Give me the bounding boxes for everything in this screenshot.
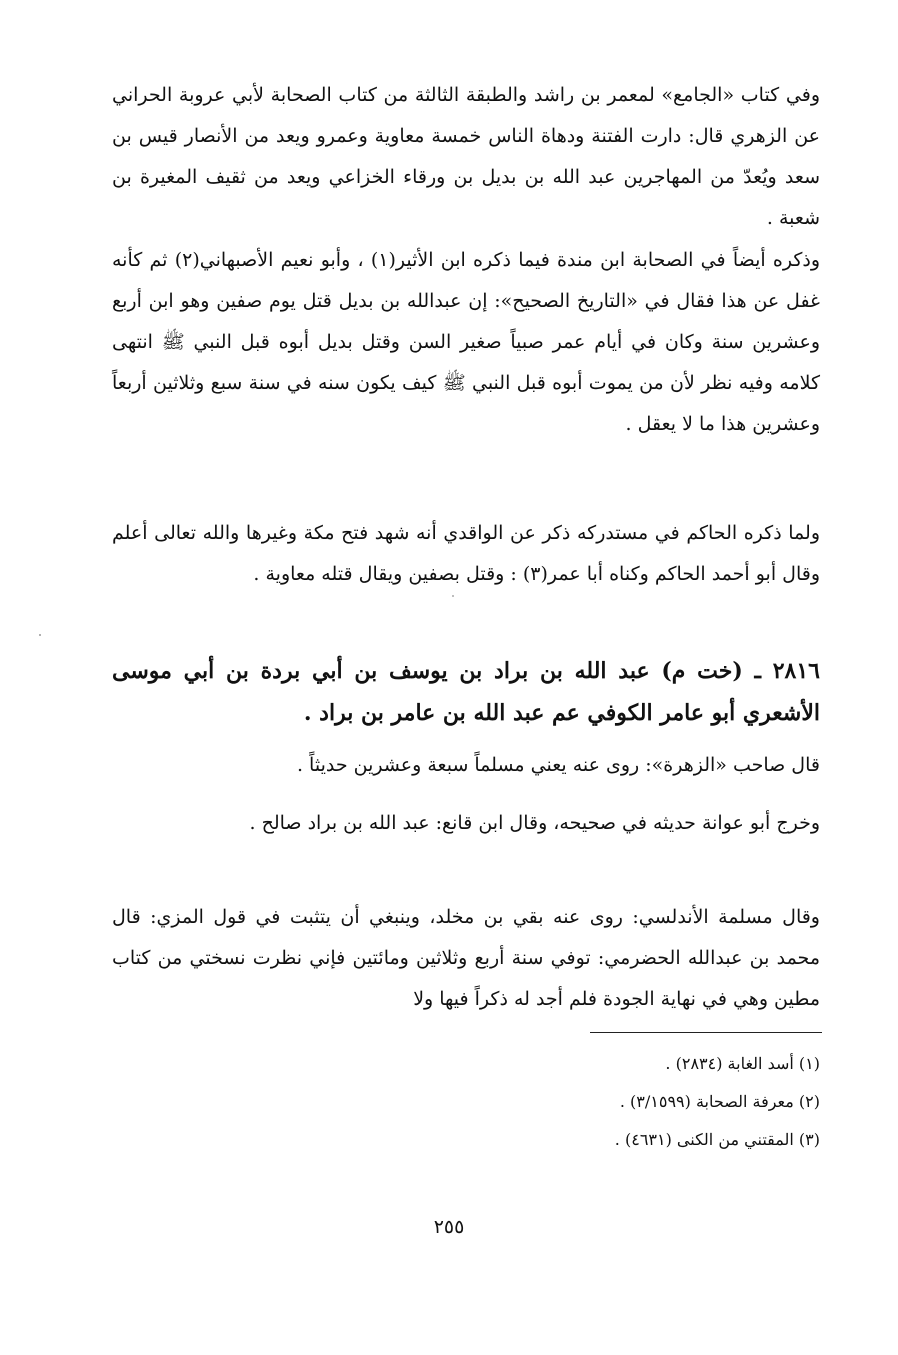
paragraph-1-text: وفي كتاب «الجامع» لمعمر بن راشد والطبقة الثالثة من كتاب الصحابة لأبي عروبة الحراني عن الزهري قال: دارت الفتنة ودهاة الناس خمسة معاوية وعمرو ويعد من الأنصار قيس بن سعد ويُعدّ من المهاجرين عبد الله بن بديل بن ورقاء الخزاعي ويعد من ثقيف المغيرة بن شعبة . <box>112 84 820 229</box>
paragraph-6-text: وقال مسلمة الأندلسي: روى عنه بقي بن مخلد، وينبغي أن يتثبت في قول المزي: قال محمد بن عبدالله الحضرمي: توفي سنة أربع وثلاثين ومائتين فإني نظرت نسختي من كتاب مطين وهي في نهاية الجودة فلم أجد له ذكراً فيها ولا <box>112 906 820 1010</box>
entry-heading-text: ٢٨١٦ ـ (خت م) عبد الله بن براد بن يوسف بن أبي بردة بن أبي موسى الأشعري أبو عامر الكوفي عم عبد الله بن عامر بن براد . <box>112 658 820 726</box>
scan-speck <box>452 595 454 597</box>
footnote-3: (٣) المقتني من الكنى (٤٦٣١) . <box>614 1130 820 1149</box>
paragraph-5 <box>112 803 820 844</box>
footnote-2: (٢) معرفة الصحابة (٣/١٥٩٩) . <box>619 1092 820 1111</box>
paragraph-2-text: وذكره أيضاً في الصحابة ابن مندة فيما ذكره ابن الأثير(١) ، وأبو نعيم الأصبهاني(٢) ثم كأنه غفل عن هذا فقال في «التاريخ الصحيح»: إن عبدالله بن بديل قتل يوم صفين وهو ابن أربع وعشرين سنة وكان في أيام عمر صبياً صغير السن وقتل بديل أبوه قبل النبي ﷺ انتهى كلامه وفيه نظر لأن من يموت أبوه قبل النبي ﷺ كيف يكون سنه في سنة سبع وثلاثين أربعاً وعشرين هذا ما لا يعقل . <box>112 249 820 435</box>
footnote-1: (١) أسد الغابة (٢٨٣٤) . <box>665 1054 820 1073</box>
paragraph-3-text: ولما ذكره الحاكم في مستدركه ذكر عن الواقدي أنه شهد فتح مكة وغيرها والله تعالى أعلم وقال أبو أحمد الحاكم وكناه أبا عمر(٣) : وقتل بصفين ويقال قتله معاوية . <box>112 522 820 585</box>
paragraph-4 <box>112 745 820 786</box>
paragraph-4-text: قال صاحب «الزهرة»: روى عنه يعني مسلماً سبعة وعشرين حديثاً . <box>296 754 820 776</box>
paragraph-3 <box>112 513 820 595</box>
paragraph-6 <box>112 897 820 1020</box>
footnote-divider <box>590 1032 822 1033</box>
paragraph-5-text: وخرج أبو عوانة حديثه في صحيحه، وقال ابن قانع: عبد الله بن براد صالح . <box>249 812 820 834</box>
scan-speck <box>39 634 41 636</box>
page-number: ٢٥٥ <box>433 1216 465 1238</box>
entry-heading <box>112 650 820 734</box>
paragraph-1 <box>112 75 820 239</box>
paragraph-2 <box>112 240 820 445</box>
footnotes <box>112 1045 820 1159</box>
